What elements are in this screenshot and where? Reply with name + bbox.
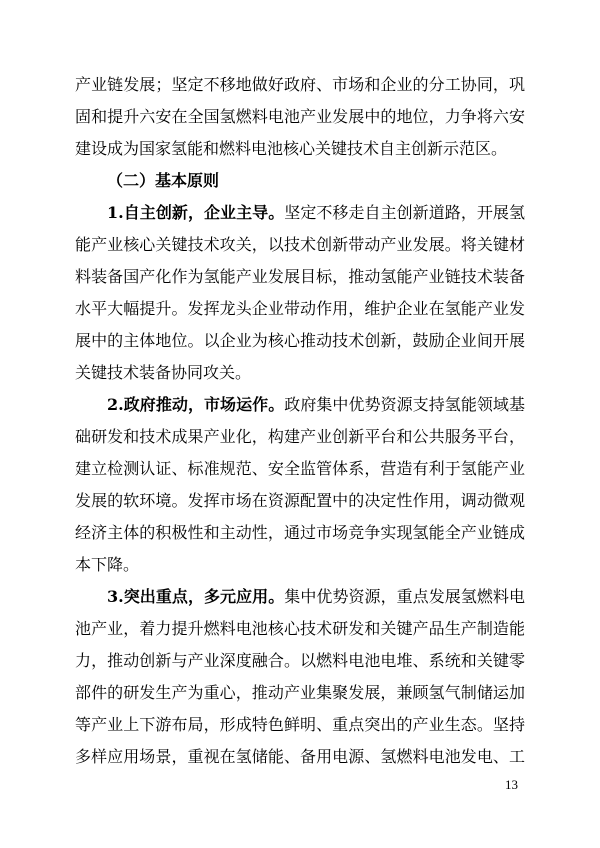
body-text-line: 部件的研发生产为重心，推动产业集聚发展，兼顾氢气制储运加: [75, 683, 525, 702]
principle-1-text: 坚定不移走自主创新道路，开展氢: [284, 203, 525, 222]
principle-2-text: 政府集中优势资源支持氢能领域基: [284, 395, 525, 414]
section-heading: （二）基本原则: [107, 171, 220, 190]
principle-3-text: 集中优势资源，重点发展氢燃料电: [284, 587, 525, 606]
body-text-line: 水平大幅提升。发挥龙头企业带动作用，维护企业在氢能产业发: [75, 299, 525, 318]
body-text-line: 多样应用场景，重视在氢储能、备用电源、氢燃料电池发电、工: [75, 747, 525, 766]
body-text-line: 建立检测认证、标准规范、安全监管体系，营造有利于氢能产业: [75, 459, 525, 478]
body-text-line: 池产业，着力提升燃料电池核心技术研发和关键产品生产制造能: [75, 619, 525, 638]
principle-2-title: 2.政府推动，市场运作。: [107, 395, 285, 414]
page-number: 13: [505, 777, 518, 792]
body-text-line: 建设成为国家氢能和燃料电池核心关键技术自主创新示范区。: [75, 139, 508, 158]
principle-1-first-line: [75, 197, 525, 229]
body-text-line: 能产业核心关键技术攻关，以技术创新带动产业发展。将关键材: [75, 235, 525, 254]
body-text-line: 关键技术装备协同攻关。: [75, 363, 252, 382]
body-text-line: 本下降。: [75, 555, 140, 574]
body-text-line: 料装备国产化作为氢能产业发展目标，推动氢能产业链技术装备: [75, 267, 525, 286]
body-text-line: 产业链发展；坚定不移地做好政府、市场和企业的分工协同，巩: [75, 75, 525, 94]
body-text-line: 力，推动创新与产业深度融合。以燃料电池电堆、系统和关键零: [75, 651, 525, 670]
body-text-line: 等产业上下游布局，形成特色鲜明、重点突出的产业生态。坚持: [75, 715, 525, 734]
body-text-line: 展中的主体地位。以企业为核心推动技术创新，鼓励企业间开展: [75, 331, 525, 350]
principle-1-title: 1.自主创新，企业主导。: [107, 203, 285, 222]
body-text-line: 固和提升六安在全国氢燃料电池产业发展中的地位，力争将六安: [75, 107, 525, 126]
body-text-line: 发展的软环境。发挥市场在资源配置中的决定性作用，调动微观: [75, 491, 525, 510]
body-text-line: 础研发和技术成果产业化，构建产业创新平台和公共服务平台，: [75, 427, 525, 446]
body-text-line: 经济主体的积极性和主动性，通过市场竞争实现氢能全产业链成: [75, 523, 525, 542]
document-body: [75, 69, 525, 773]
principle-2-first-line: [75, 389, 525, 421]
principle-3-title: 3.突出重点，多元应用。: [107, 587, 285, 606]
principle-3-first-line: [75, 581, 525, 613]
